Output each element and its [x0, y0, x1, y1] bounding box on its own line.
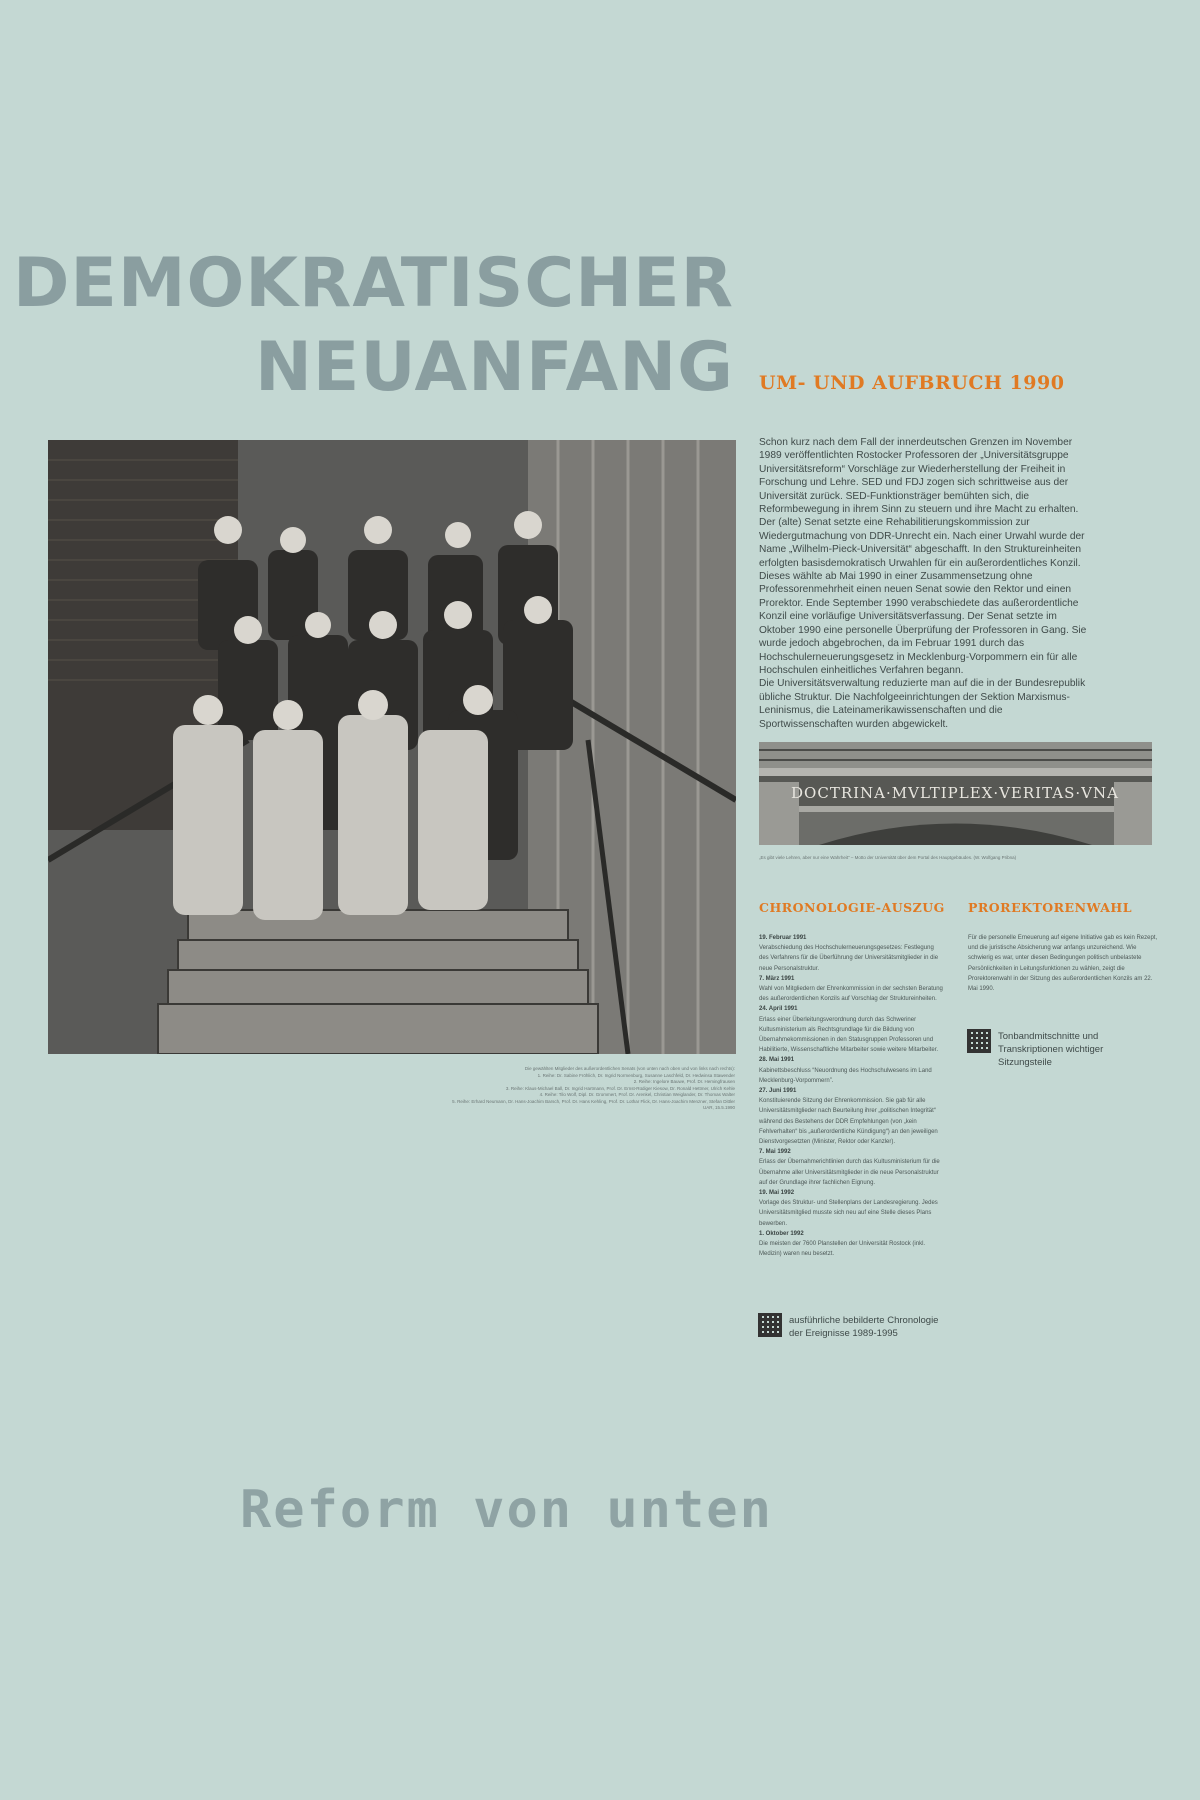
photo-caption-line: 5. Reihe: Erhard Neumann, Dr. Hans-Joachim Barsch, Prof. Dr. Hans Kehling, Prof. Dr. Lothar Flick, Dr. Hans-Joachim Menzner, Stefan Dittler: [452, 1098, 735, 1104]
tagline: Reform von unten: [240, 1480, 773, 1540]
subtitle: UM- UND AUFBRUCH 1990: [759, 372, 1065, 394]
group-photo-illustration: [48, 440, 736, 1054]
photo-caption: [330, 1066, 735, 1112]
prorektorenwahl-qr-text: Tonbandmitschnitte und Transkriptionen wichtiger Sitzungsteile: [998, 1031, 1104, 1068]
qr-code-icon[interactable]: [759, 1314, 781, 1336]
photo-caption-line: 4. Reihe: Tilo Wolf, Dipl. Dr. Grommert, Prof. Dr. Arenkel, Christian Weiglander, Dr. Thomas Walter: [539, 1092, 735, 1097]
photo-caption-line: 3. Reihe: Klaus-Michael Ball, Dr. Ingrid Hartmann, Prof. Dr. Ernst-Rüdiger Kiesow, Dr. Ronald Hettmer, Ulrich Kehle: [505, 1085, 735, 1091]
chronology-date: 24. April 1991: [759, 1006, 798, 1013]
chronology-text: Vorlage des Struktur- und Stellenplans der Landesregierung. Jedes Universitätsmitglied musste sich neu auf eine Stelle dieses Plans bewerben.: [759, 1200, 938, 1227]
chronology-entry: [759, 974, 944, 1005]
chronology-text: Erlass einer Überleitungsverordnung durch das Schweriner Kultusministerium als Rechtsgrundlage für die Bildung von Übernahmekommissionen in den Statusgruppen Professoren und Habilitierte, Wissenschaftliche Mitarbeiter sowie weitere Mitarbeiter.: [759, 1016, 939, 1054]
motto-inscription: DOCTRINA·MVLTIPLEX·VERITAS·VNA: [791, 784, 1119, 802]
chronology-text: Erlass der Übernahmerichtlinien durch das Kultusministerium für die Übernahme aller Universitätsmitglieder in die neue Personalstruktur auf der Grundlage ihrer fachlichen Eignung.: [759, 1159, 940, 1186]
chronology-entry: [759, 1147, 944, 1188]
chronology-text: Wahl von Mitgliedern der Ehrenkommission in der sechsten Beratung des außerordentlichen Konzils auf Vorschlag der Struktureinheiten.: [759, 986, 943, 1003]
photo-caption-line: UAR, 15.5.1990: [702, 1105, 735, 1110]
qr-code-icon[interactable]: [968, 1030, 990, 1052]
chronology-entry: [759, 1229, 944, 1260]
chronology-date: 19. Februar 1991: [759, 935, 807, 941]
intro-paragraph: Schon kurz nach dem Fall der innerdeutschen Grenzen im November 1989 veröffentlichten Rostocker Professoren der „Universitätsgruppe Universitätsreform“ Vorschläge zur Wiederherstellung der Freiheit in Forschung und Lehre. SED und FDJ zogen sich schrittweise aus der Universität zurück. SED-Funktionsträger bemühten sich, die Reformbewegung in ihrem Sinn zu steuern und ihre Macht zu erhalten. Der (alte) Senat setzte eine Rehabilitierungskommission zur Wiedergutmachung von DDR-Unrecht ein. Nach einer Urwahl wurde der Name „Wilhelm-Pieck-Universität“ abgeschafft. In den Struktureinheiten erfolgten basisdemokratisch Urwahlen für ein außerordentliches Konzil. Dieses wählte ab Mai 1990 in einer Zusammensetzung ohne Professorenmehrheit einen neuen Senat sowie den Rektor und einen Prorektor. Ende September 1990 verabschiedete das außerordentliche Konzil eine vorläufige Universitätsverfassung. Der Senat setzte im Oktober 1990 eine personelle Überprüfung der Professoren in Gang. Sie wurde jedoch abgebrochen, da im Februar 1991 durch das Hochschulerneuerungsgesetz in Mecklenburg-Vorpommern ein für alle Hochschulen einheitliches Verfahren begann.: [759, 437, 1087, 676]
prorektorenwahl-qr-link[interactable]: [968, 1030, 1158, 1069]
prorektorenwahl-heading: PROREKTORENWAHL: [968, 900, 1133, 915]
chronology-text: Verabschiedung des Hochschulerneuerungsgesetzes: Festlegung des Verfahrens für die Überführung der Universitätsmitglieder in die neue Personalstruktur.: [759, 945, 939, 972]
intro-text: [759, 436, 1089, 731]
chronology-heading: CHRONOLOGIE-AUSZUG: [759, 900, 945, 915]
motto-caption: „Es gibt viele Lehren, aber nur eine Wahrheit“ – Motto der Universität über dem Portal des Hauptgebäudes. (W. Wolfgang Pribna): [759, 855, 1017, 860]
chronology-date: 19. Mai 1992: [759, 1190, 795, 1197]
page-title: [13, 242, 734, 410]
chronology-date: 28. Mai 1991: [759, 1057, 795, 1064]
chronology-qr-link[interactable]: [759, 1314, 949, 1340]
chronology-date: 27. Juni 1991: [759, 1088, 797, 1095]
portal-illustration: [759, 742, 1152, 845]
title-line-1: DEMOKRATISCHER: [12, 244, 734, 323]
chronology-date: 1. Oktober 1992: [759, 1230, 804, 1237]
chronology-entry: [759, 1188, 944, 1229]
photo-caption-line: 1. Reihe: Dr. Sabine Fröhlich, Dr. Ingrid Normenburg, Susanne Laschfeld, Dr. Hedwinsa Stawender: [537, 1072, 735, 1078]
photo-caption-line: Die gewählten Mitglieder des außerordentlichen Senats (von unten nach oben und von links nach rechts):: [524, 1066, 735, 1071]
chronology-text: Konstituierende Sitzung der Ehrenkommission. Sie gab für alle Universitätsmitglieder nach Beurteilung ihrer „politischen Integrität“ während des Bestehens der DDR Empfehlungen (von „kein Fehlverhalten“ bis „außerordentliche Kündigung“) an den jeweiligen Dienstvorgesetzten (Minister, Rektor oder Kanzler).: [759, 1098, 938, 1146]
chronology-date: 7. Mai 1992: [759, 1149, 791, 1156]
chronology-entry: [759, 1004, 944, 1055]
chronology-qr-text: ausführliche bebilderte Chronologie der Ereignisse 1989-1995: [789, 1315, 939, 1339]
chronology-entry: [759, 1055, 944, 1086]
prorektorenwahl-text: Für die personelle Erneuerung auf eigene Initiative gab es kein Rezept, und die juristische Absicherung war anfangs unzureichend. Wie schwierig es war, unter diesen Bedingungen politisch unbelastete Persönlichkeiten in Leitungsfunktionen zu wählen, zeigt die Prorektorenwahl in der Sitzung des außerordentlichen Konzils am 22. Mai 1990.: [968, 935, 1158, 993]
motto-portal-photo: [759, 742, 1152, 845]
group-photo: [48, 440, 736, 1054]
photo-caption-line: 2. Reihe: Ingelore Bauwe, Prof. Dr. Hemingfrausen: [633, 1079, 735, 1084]
chronology-text: Die meisten der 7600 Planstellen der Universität Rostock (inkl. Medizin) waren neu besetzt.: [759, 1241, 926, 1258]
chronology-text: Kabinettsbeschluss “Neuordnung des Hochschulwesens im Land Mecklenburg-Vorpommern”.: [759, 1067, 932, 1084]
chronology-list: [759, 933, 944, 1260]
chronology-entry: [759, 933, 944, 974]
intro-paragraph: Die Universitätsverwaltung reduzierte man auf die in der Bundesrepublik übliche Struktur. Die Nachfolgeeinrichtungen der Sektion Marxismus-Leninismus, die Lateinamerikawissenschaften und die Sportwissenschaften wurden abgewickelt.: [759, 678, 1086, 730]
chronology-date: 7. März 1991: [759, 975, 795, 982]
chronology-entry: [759, 1086, 944, 1147]
title-line-2: NEUANFANG: [254, 328, 734, 407]
